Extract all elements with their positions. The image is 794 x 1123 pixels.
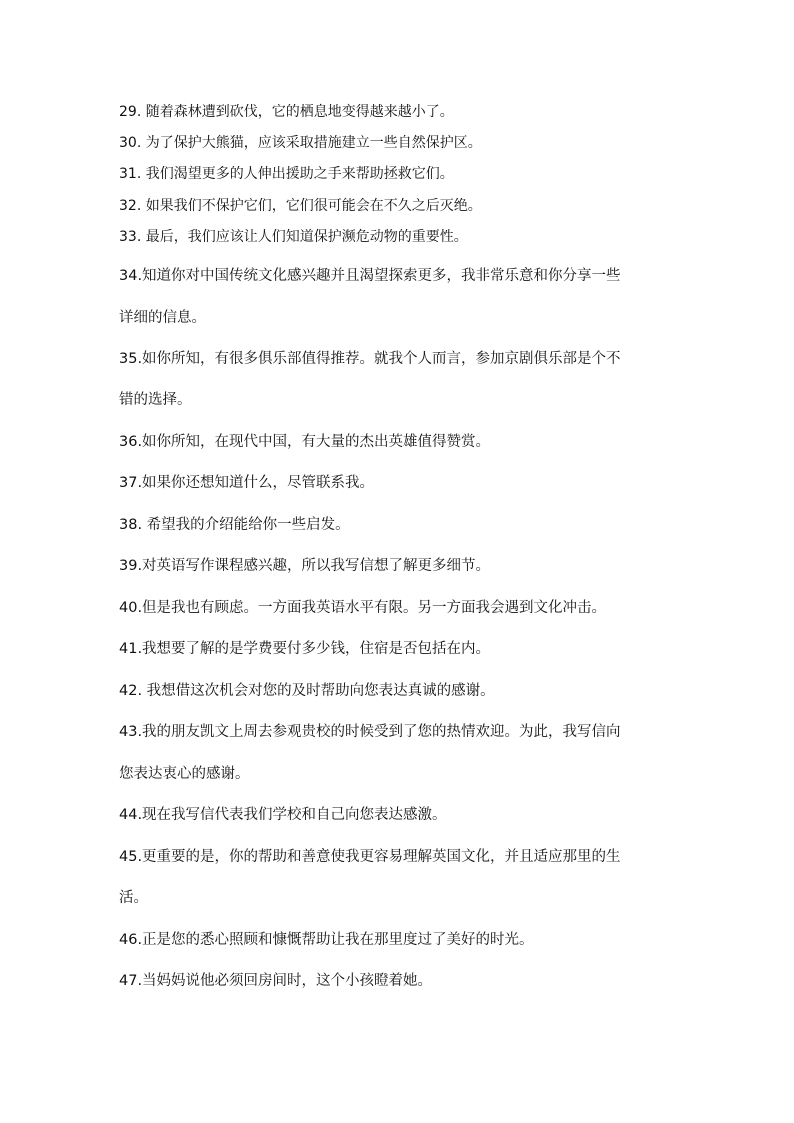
text-line-44: 44.现在我写信代表我们学校和自己向您表达感激。 bbox=[119, 807, 447, 823]
text-line-35-cont: 错的选择。 bbox=[119, 392, 192, 408]
text-line-47: 47.当妈妈说他必须回房间时，这个小孩瞪着她。 bbox=[119, 973, 433, 989]
text-line-29: 29. 随着森林遭到砍伐，它的栖息地变得越来越小了。 bbox=[119, 104, 454, 120]
text-line-46: 46.正是您的悉心照顾和慷慨帮助让我在那里度过了美好的时光。 bbox=[119, 932, 534, 948]
text-line-45-cont: 活。 bbox=[119, 890, 148, 906]
text-line-35: 35.如你所知，有很多俱乐部值得推荐。就我个人而言，参加京剧俱乐部是个不 bbox=[119, 351, 621, 367]
text-line-34-cont: 详细的信息。 bbox=[119, 310, 206, 326]
text-line-36: 36.如你所知，在现代中国，有大量的杰出英雄值得赞赏。 bbox=[119, 434, 491, 450]
text-line-41: 41.我想要了解的是学费要付多少钱，住宿是否包括在内。 bbox=[119, 641, 491, 657]
text-line-30: 30. 为了保护大熊猫，应该采取措施建立一些自然保护区。 bbox=[119, 135, 482, 151]
text-line-43: 43.我的朋友凯文上周去参观贵校的时候受到了您的热情欢迎。为此，我写信向 bbox=[119, 724, 621, 740]
text-line-32: 32. 如果我们不保护它们，它们很可能会在不久之后灭绝。 bbox=[119, 198, 482, 214]
text-line-31: 31. 我们渴望更多的人伸出援助之手来帮助拯救它们。 bbox=[119, 166, 454, 182]
text-line-40: 40.但是我也有顾虑。一方面我英语水平有限。另一方面我会遇到文化冲击。 bbox=[119, 600, 607, 616]
text-line-43-cont: 您表达衷心的感谢。 bbox=[119, 766, 250, 782]
text-line-42: 42. 我想借这次机会对您的及时帮助向您表达真诚的感谢。 bbox=[119, 683, 495, 699]
text-line-34: 34.知道你对中国传统文化感兴趣并且渴望探索更多，我非常乐意和你分享一些 bbox=[119, 268, 621, 284]
text-line-38: 38. 希望我的介绍能给你一些启发。 bbox=[119, 517, 350, 533]
text-line-33: 33. 最后，我们应该让人们知道保护濒危动物的重要性。 bbox=[119, 229, 468, 245]
text-line-39: 39.对英语写作课程感兴趣，所以我写信想了解更多细节。 bbox=[119, 558, 491, 574]
text-line-45: 45.更重要的是，你的帮助和善意使我更容易理解英国文化，并且适应那里的生 bbox=[119, 849, 621, 865]
text-line-37: 37.如果你还想知道什么，尽管联系我。 bbox=[119, 475, 375, 491]
